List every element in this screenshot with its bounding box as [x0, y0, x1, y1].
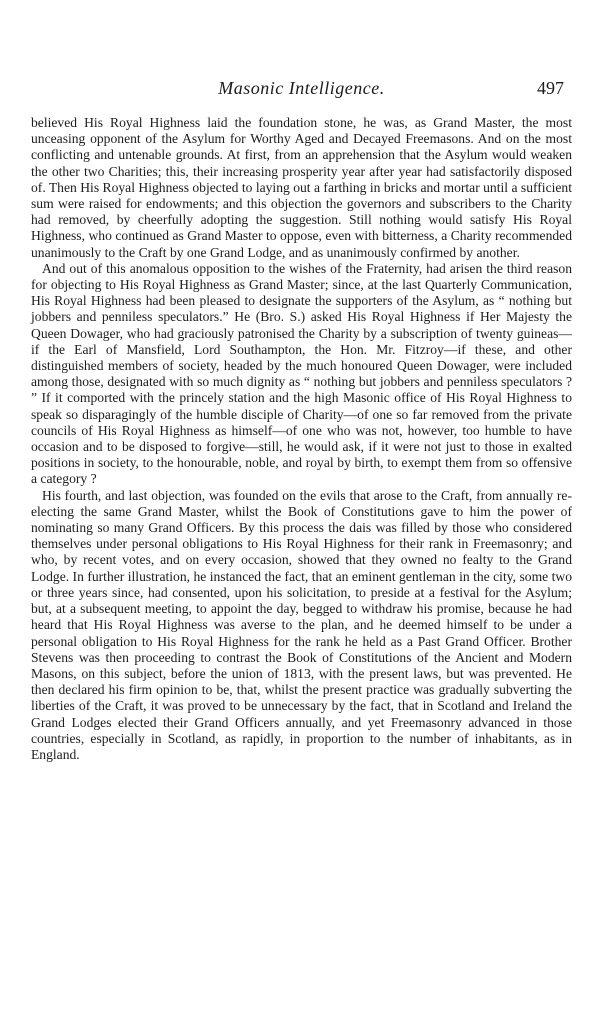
body-text	[31, 115, 572, 763]
document-page	[31, 78, 572, 1018]
paragraph-2: And out of this anomalous opposition to the wishes of the Fraternity, had arisen the third reason for objecting to His Royal Highness as Grand Master; since, at the last Quarterly Communication, His Royal Highness had been pleased to designate the supporters of the Asylum, as “ nothing but jobbers and penniless speculators.” He (Bro. S.) asked His Royal Highness if Her Majesty the Queen Dowager, who had graciously patronised the Charity by a subscription of twenty guineas—if the Earl of Mansfield, Lord Southampton, the Hon. Mr. Fitzroy—if these, and other distinguished members of society, headed by the much honoured Queen Dowager, were included among those, designated with so much dignity as “ nothing but jobbers and penniless speculators ? ” If it comported with the princely station and the high Masonic office of His Royal Highness to speak so disparagingly of the humble disciple of Charity—of one so far removed from the private councils of His Royal Highness as himself—of one who was not, however, too humble to have occasion and to be disposed to forgive—still, he would ask, if it were not just to those in exalted positions in society, to the honourable, noble, and royal by birth, to exempt them from so offensive a category ?	[31, 260, 572, 487]
running-title: Masonic Intelligence.	[218, 78, 385, 98]
page-number: 497	[537, 78, 564, 98]
paragraph-1: believed His Royal Highness laid the foundation stone, he was, as Grand Master, the most unceasing opponent of the Asylum for Worthy Aged and Decayed Freemasons. And on the most conflicting and untenable grounds. At first, from an apprehension that the Asylum would weaken the other two Charities; this, their increasing prosperity year after year had satisfactorily disposed of. Then His Royal Highness objected to laying out a farthing in bricks and mortar until a sufficient sum were raised for endowments; and this objection the governors and subscribers to the Charity had removed, by cheerfully adopting the suggestion. Still nothing would satisfy His Royal Highness, who continued as Grand Master to oppose, even with bitterness, a Charity recommended unanimously to the Craft by one Grand Lodge, and as unanimously confirmed by another.	[31, 115, 572, 260]
paragraph-3: His fourth, and last objection, was founded on the evils that arose to the Craft, from annually re-electing the same Grand Master, whilst the Book of Constitutions gave to him the power of nominating so many Grand Officers. By this process the dais was filled by those who considered themselves under personal obligations to His Royal Highness for their rank in Freemasonry; and who, by recent votes, and on every occasion, showed that they owned no fealty to the Grand Lodge. In further illustration, he instanced the fact, that an eminent gentleman in the city, some two or three years since, had consented, upon his solicitation, to preside at a festival for the Asylum; but, at a subsequent meeting, to appoint the day, begged to withdraw his promise, because he had heard that His Royal Highness was averse to the plan, and he deemed himself to be under a personal obligation to His Royal Highness for the rank he held as a Past Grand Officer. Brother Stevens was then proceeding to contrast the Book of Constitutions of the Ancient and Modern Masons, on this subject, before the union of 1813, with the present laws, but was prevented. He then declared his firm opinion to be, that, whilst the present practice was gradually subverting the liberties of the Craft, it was proved to be unnecessary by the fact, that in Scotland and Ireland the Grand Lodges elected their Grand Officers annually, and yet Freemasonry advanced in those countries, especially in Scotland, as rapidly, in proportion to the number of inhabitants, as in England.	[31, 487, 572, 762]
page-header	[31, 78, 572, 104]
